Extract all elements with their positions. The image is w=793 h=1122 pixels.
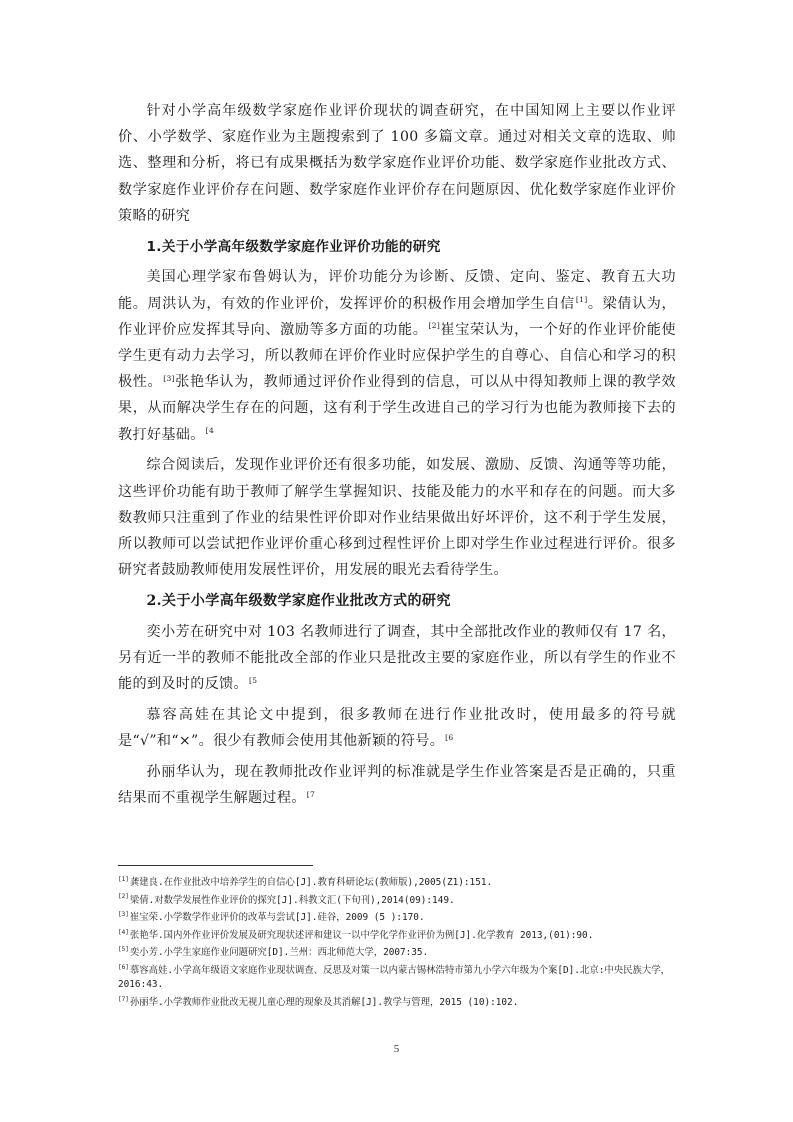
footnote-text: 龚建良.在作业批改中培养学生的自信心[J].教育科研论坛(教师版),2005(Z1):151. xyxy=(129,877,493,888)
paragraph-intro: 针对小学高年级数学家庭作业评价现状的调查研究，在中国知网上主要以作业评价、小学数学、家庭作业为主题搜索到了 100 多篇文章。通过对相关文章的选取、帅选、整理和分析，将已有成果概括为数学家庭作业评价功能、数学家庭作业批改方式、数学家庭作业评价存在问题、数学家庭作业评价存在问题原因、优化数学家庭作业评价策略的研究 xyxy=(118,103,676,224)
paragraph-text: 张艳华认为，教师通过评价作业得到的信息，可以从中得知教师上课的教学效果，从而解决学生存在的问题，这有利于学生改进自己的学习行为也能为教师接下去的教打好基础。 xyxy=(118,374,676,443)
footnote-text: 崔宝荣.小学数学作业评价的改革与尝试[J].硅谷，2009 (5 ):170. xyxy=(129,912,425,924)
footnote-mark: [2] xyxy=(118,893,129,901)
paragraph-text: 孙丽华认为，现在教师批改作业评判的标准就是学生作业答案是否是正确的，只重结果而不重视学生解题过程。 xyxy=(118,764,676,807)
footnote-mark: [7] xyxy=(118,995,129,1003)
footnote-item xyxy=(118,894,678,908)
footnote-item xyxy=(118,911,678,925)
paragraph-summary: 综合阅读后，发现作业评价还有很多功能，如发展、激励、反馈、沟通等等功能，这些评价功能有助于教师了解学生掌握知识、技能及能力的水平和存在的问题。而大多数教师只注重到了作业的结果性评价即对作业结果做出好坏评价，这不利于学生发展，所以教师可以尝试把作业评价重心移到过程性评价上即对学生作业过程进行评价。很多研究者鼓励教师使用发展性评价，用发展的眼光去看待学生。 xyxy=(118,457,676,579)
paragraph-grading-standard xyxy=(118,759,676,811)
paragraph-text: 奕小芳在研究中对 103 名教师进行了调查，其中全部批改作业的教师仅有 17 名，另有近一半的教师不能批改全部的作业只是批改主要的家庭作业，所以有学生的作业不能的到及时的反馈。 xyxy=(118,623,676,693)
footnotes xyxy=(118,876,678,1014)
paragraph-symbols xyxy=(118,702,676,754)
citation-ref[interactable]: [2] xyxy=(428,321,441,331)
paragraph-text: 。梁倩认为，作业评价应发挥其导向、激励等多方面的功能。 xyxy=(118,295,676,338)
paragraph-survey xyxy=(118,619,676,698)
footnote-item xyxy=(118,946,678,960)
section-heading-2: 2.关于小学高年级数学家庭作业批改方式的研究 xyxy=(146,593,451,610)
footnote-mark: [4] xyxy=(118,928,129,936)
body-text xyxy=(118,98,676,816)
footnote-text: 慕容高娃.小学高年级语文家庭作业现状调查、反思及对策一以内蒙古锡林浩特市第九小学六年级为个案[D].北京:中央民族大学，2016:43. xyxy=(118,964,670,991)
citation-ref[interactable]: [4 xyxy=(205,425,215,435)
footnote-item xyxy=(118,964,678,993)
footnote-item xyxy=(118,929,678,943)
paragraph-evaluation-functions xyxy=(118,264,676,447)
footnote-text: 梁倩.对数学发展性作业评价的探究[J].科教文汇(下旬刊),2014(09):149. xyxy=(129,894,455,906)
paragraph-text: 慕容高娃在其论文中提到，很多教师在进行作业批改时，使用最多的符号就是“√”和“×”。很少有教师会使用其他新颖的符号。 xyxy=(118,707,676,750)
citation-ref[interactable]: [5 xyxy=(249,675,258,685)
footnote-item xyxy=(118,996,678,1010)
footnote-text: 孙丽华.小学教师作业批改无视儿童心理的现象及其消解[J].教学与管理，2015 (10):102. xyxy=(129,996,519,1008)
citation-ref[interactable]: [6 xyxy=(445,732,454,742)
citation-ref[interactable]: [3] xyxy=(163,373,175,383)
footnote-mark: [6] xyxy=(118,963,129,971)
paragraph-text: 美国心理学家布鲁姆认为，评价功能分为诊断、反馈、定向、鉴定、教育五大功能。周洪认为，有效的作业评价，发挥评价的积极作用会增加学生自信 xyxy=(118,269,676,312)
citation-ref[interactable]: [1] xyxy=(575,294,588,304)
page-number: 5 xyxy=(393,1043,400,1055)
citation-ref[interactable]: [7 xyxy=(306,789,316,799)
footnote-text: 张艳华.国内外作业评价发展及研究现状述评和建议一以中学化学作业评价为例[J].化学教育 2013,(01):90. xyxy=(129,929,594,941)
footnote-item xyxy=(118,876,678,890)
footnote-text: 奕小芳.小学生家庭作业问题研究[D].兰州：西北师范大学，2007:35. xyxy=(129,947,429,959)
footnote-mark: [1] xyxy=(118,875,129,883)
footnote-mark: [3] xyxy=(118,911,129,919)
paragraph-text: 崔宝荣认为，一个好的作业评价能使学生更有动力去学习，所以教师在评价作业时应保护学生的自尊心、自信心和学习的积极性。 xyxy=(118,321,676,391)
footnote-mark: [5] xyxy=(118,946,129,954)
section-heading-1: 1.关于小学高年级数学家庭作业评价功能的研究 xyxy=(146,238,441,255)
footnote-divider xyxy=(118,865,313,866)
